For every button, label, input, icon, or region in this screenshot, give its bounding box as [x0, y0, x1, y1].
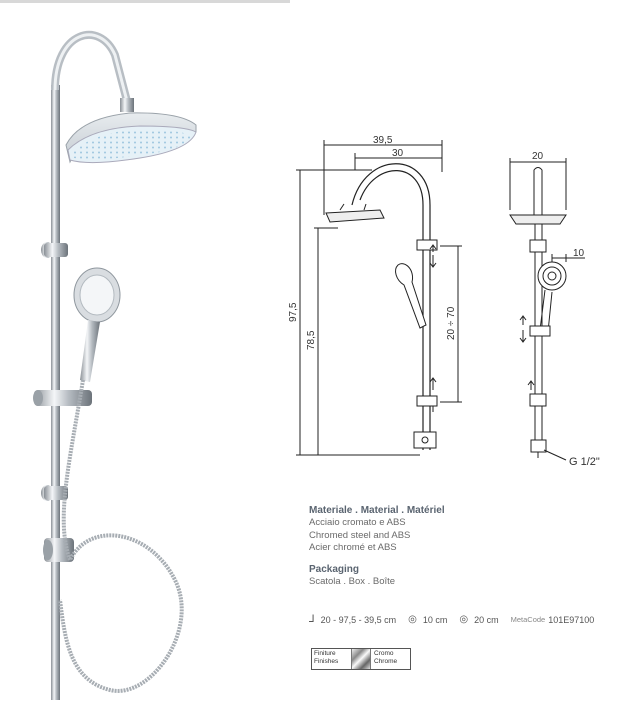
dim-width-arm: 30 — [392, 148, 404, 159]
packaging-heading: Packaging — [309, 563, 360, 575]
spec-head-diameter: 20 cm — [474, 614, 499, 625]
finish-box — [311, 648, 411, 670]
hand-shower-diameter-icon: ◎ — [408, 614, 417, 625]
metacode-value: 101E97100 — [548, 614, 595, 625]
finish-label-en: Finishes — [314, 658, 339, 665]
dim-height-mid: 78,5 — [306, 330, 317, 350]
finish-label-it: Finiture — [314, 650, 336, 657]
chrome-swatch — [351, 649, 371, 669]
dim-hand-offset: 10 — [573, 248, 585, 259]
spec-hand-diameter: 10 cm — [422, 614, 448, 625]
material-line-en: Chromed steel and ABS — [309, 529, 411, 541]
spec-size: 20 - 97,5 - 39,5 cm — [320, 614, 397, 625]
metacode-label: MetaCode — [510, 615, 546, 624]
upper-bracket — [41, 242, 68, 258]
shower-head — [66, 113, 196, 163]
head-diameter-icon: ◎ — [459, 614, 469, 625]
material-line-it: Acciaio cromato e ABS — [309, 517, 406, 528]
material-line-fr: Acier chromé et ABS — [309, 542, 397, 553]
spec-row — [309, 614, 606, 625]
slider-holder — [33, 390, 92, 406]
dim-width-top: 39,5 — [373, 135, 393, 146]
product-photo — [0, 0, 300, 705]
material-heading: Materiale . Material . Matériel — [309, 505, 445, 516]
dim-rail-range: 20 ÷ 70 — [446, 306, 457, 340]
packaging-line: Scatola . Box . Boîte — [309, 575, 396, 587]
dimension-icon: ⅃ — [309, 614, 315, 625]
arched-arm — [55, 35, 128, 105]
flexible-hose — [60, 380, 182, 691]
dim-head-diameter: 20 — [532, 151, 544, 162]
hand-shower — [74, 268, 120, 382]
dim-height-total: 97,5 — [288, 302, 299, 322]
dim-connection: G 1/2" — [569, 456, 600, 468]
info-panel — [309, 505, 629, 588]
finish-name-it: Cromo — [374, 650, 394, 657]
finish-name-en: Chrome — [374, 658, 398, 665]
